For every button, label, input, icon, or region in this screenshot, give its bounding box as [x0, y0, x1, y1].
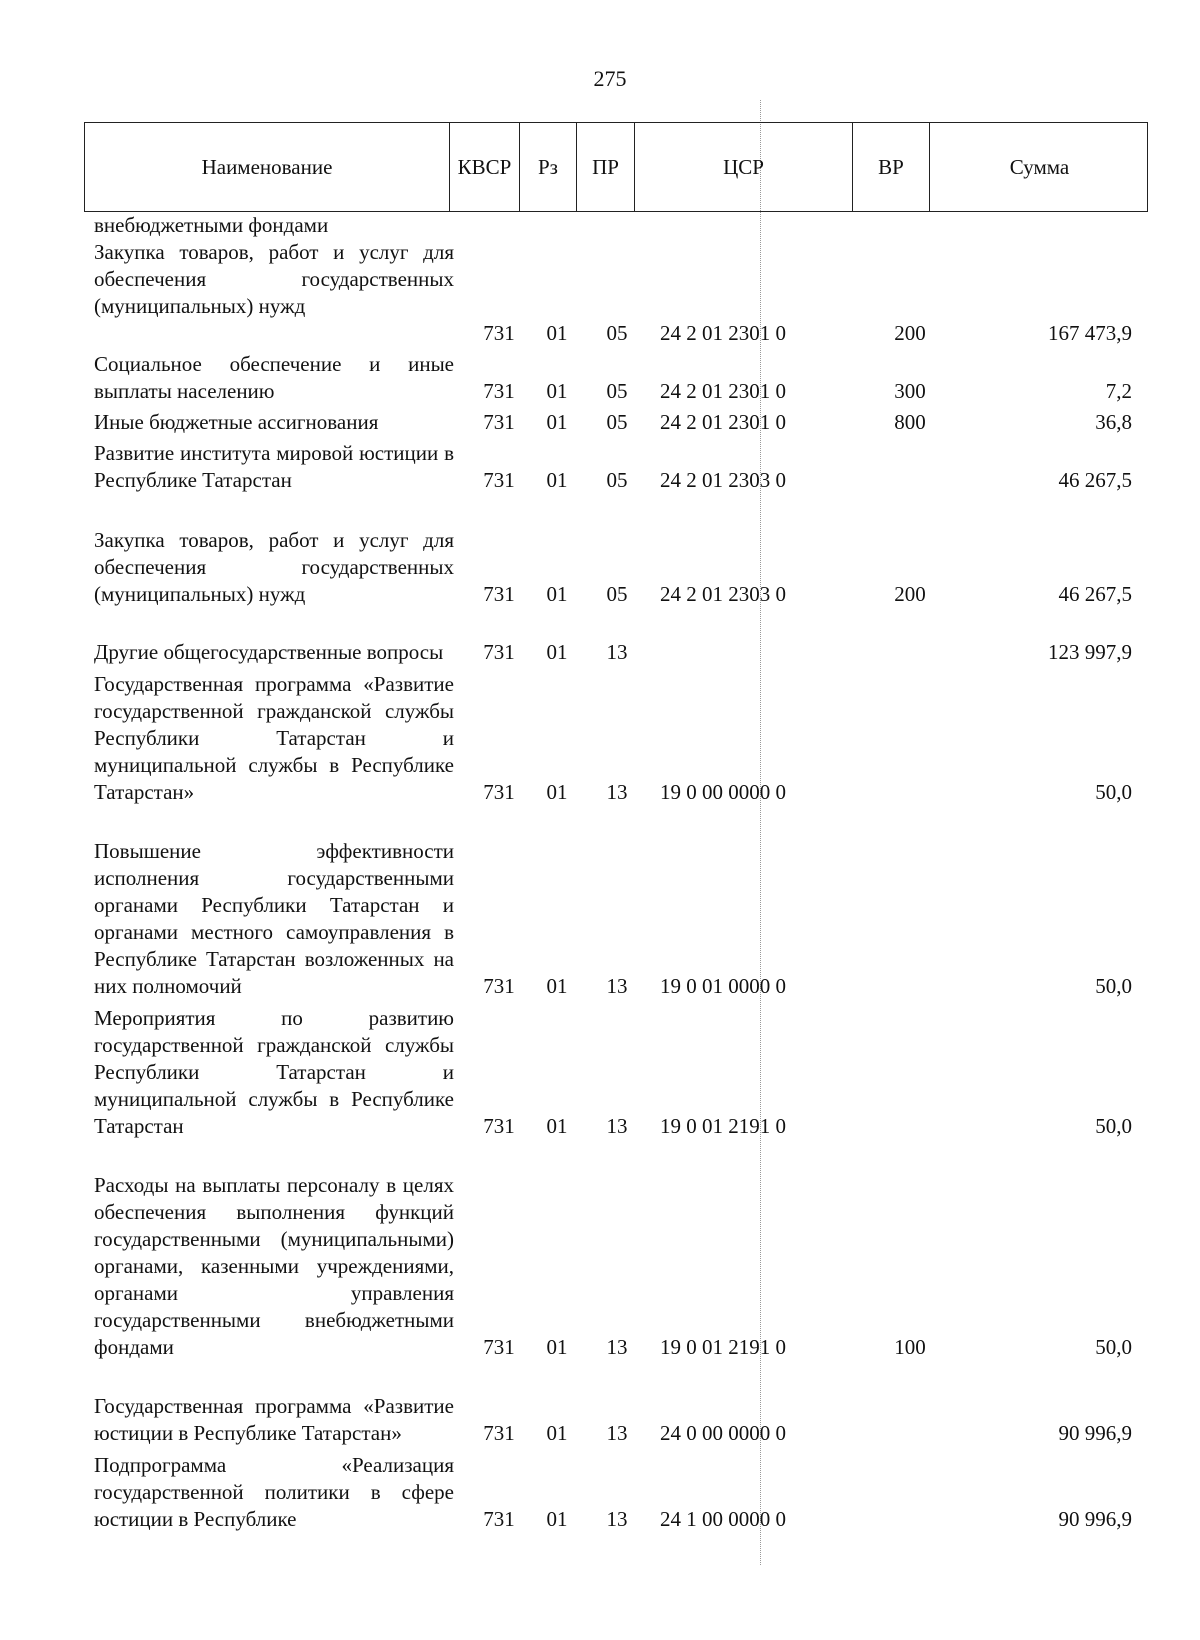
- row-name: Закупка товаров, работ и услуг для обеспечения государственных (муниципальных) нужд: [94, 528, 454, 606]
- row-rz: 01: [546, 780, 568, 804]
- row-sum: 167 473,9: [1048, 321, 1132, 345]
- row-sum: 50,0: [1095, 974, 1132, 998]
- row-pr: 13: [606, 1335, 628, 1359]
- row-vr: 200: [894, 321, 926, 345]
- header-pr: ПР: [576, 123, 634, 211]
- page-number: 275: [593, 66, 627, 91]
- table-row: [0, 1361, 1200, 1447]
- row-rz: 01: [546, 321, 568, 345]
- table-row: [0, 212, 1200, 239]
- row-rz: 01: [546, 1114, 568, 1138]
- row-rz: 01: [546, 640, 568, 664]
- row-vr: 200: [894, 582, 926, 606]
- row-name: Развитие института мировой юстиции в Республике Татарстан: [94, 441, 454, 492]
- row-name: Другие общегосударственные вопросы: [94, 640, 444, 664]
- row-rz: 01: [546, 1421, 568, 1445]
- table-row: [0, 405, 1200, 436]
- row-kvsr: 731: [483, 379, 515, 403]
- row-kvsr: 731: [483, 468, 515, 492]
- row-pr: 05: [606, 321, 628, 345]
- row-vr: 800: [894, 410, 926, 434]
- row-sum: 50,0: [1095, 1114, 1132, 1138]
- row-pr: 05: [606, 468, 628, 492]
- header-name: Наименование: [201, 154, 333, 179]
- row-sum: 90 996,9: [1058, 1421, 1132, 1445]
- row-pr: 13: [606, 780, 628, 804]
- row-name: Расходы на выплаты персоналу в целях обеспечения выполнения функций государственными (муниципальными) органами, казенными учреждениями, органами управления государственными внебюджетными фондами: [94, 1173, 454, 1359]
- row-pr: 13: [606, 1421, 628, 1445]
- row-rz: 01: [546, 1507, 568, 1531]
- row-pr: 13: [606, 1114, 628, 1138]
- table-row: [0, 666, 1200, 806]
- row-kvsr: 731: [483, 410, 515, 434]
- header-csr: ЦСР: [634, 123, 852, 211]
- header-rz: Рз: [519, 123, 576, 211]
- row-pr: 05: [606, 410, 628, 434]
- table-row: [0, 347, 1200, 405]
- row-csr: 24 2 01 2301 0: [660, 410, 786, 434]
- table-row: [0, 1000, 1200, 1140]
- row-csr: 24 2 01 2303 0: [660, 582, 786, 606]
- row-csr: 24 2 01 2303 0: [660, 468, 786, 492]
- row-kvsr: 731: [483, 1507, 515, 1531]
- row-kvsr: 731: [483, 974, 515, 998]
- row-rz: 01: [546, 974, 568, 998]
- row-kvsr: 731: [483, 780, 515, 804]
- row-csr: 19 0 01 0000 0: [660, 974, 786, 998]
- row-sum: 46 267,5: [1058, 468, 1132, 492]
- table-row: [0, 494, 1200, 608]
- row-csr: 24 2 01 2301 0: [660, 321, 786, 345]
- table-row: [0, 806, 1200, 1000]
- row-name: Мероприятия по развитию государственной гражданской службы Республики Татарстан и муниципальной службы в Республике Татарстан: [94, 1006, 454, 1138]
- row-pr: 05: [606, 582, 628, 606]
- row-name: Закупка товаров, работ и услуг для обеспечения государственных (муниципальных) нужд: [94, 240, 454, 318]
- row-pr: 13: [606, 1507, 628, 1531]
- row-sum: 50,0: [1095, 1335, 1132, 1359]
- table-header: [84, 122, 1148, 212]
- header-kvsr: КВСР: [449, 123, 519, 211]
- row-name: Повышение эффективности исполнения государственными органами Республики Татарстан и органами местного самоуправления в Республике Татарстан возложенных на них полномочий: [94, 839, 454, 998]
- row-name: внебюджетными фондами: [94, 213, 329, 237]
- row-sum: 36,8: [1095, 410, 1132, 434]
- row-kvsr: 731: [483, 582, 515, 606]
- row-name: Иные бюджетные ассигнования: [94, 410, 379, 434]
- row-pr: 05: [606, 379, 628, 403]
- row-kvsr: 731: [483, 1335, 515, 1359]
- row-pr: 13: [606, 974, 628, 998]
- header-sum: Сумма: [929, 123, 1149, 211]
- row-rz: 01: [546, 410, 568, 434]
- header-vr: ВР: [852, 123, 929, 211]
- row-kvsr: 731: [483, 1114, 515, 1138]
- row-name: Социальное обеспечение и иные выплаты населению: [94, 352, 454, 403]
- row-pr: 13: [606, 640, 628, 664]
- table-row: [0, 239, 1200, 347]
- row-vr: 100: [894, 1335, 926, 1359]
- row-kvsr: 731: [483, 321, 515, 345]
- row-rz: 01: [546, 1335, 568, 1359]
- row-csr: 24 2 01 2301 0: [660, 379, 786, 403]
- table-row: [0, 436, 1200, 494]
- table-row: [0, 1447, 1200, 1533]
- row-csr: 19 0 01 2191 0: [660, 1114, 786, 1138]
- row-sum: 50,0: [1095, 780, 1132, 804]
- row-rz: 01: [546, 582, 568, 606]
- row-kvsr: 731: [483, 640, 515, 664]
- row-csr: 24 0 00 0000 0: [660, 1421, 786, 1445]
- row-name: Подпрограмма «Реализация государственной политики в сфере юстиции в Республике: [94, 1453, 454, 1531]
- row-sum: 123 997,9: [1048, 640, 1132, 664]
- row-csr: 19 0 00 0000 0: [660, 780, 786, 804]
- row-sum: 46 267,5: [1058, 582, 1132, 606]
- row-csr: 19 0 01 2191 0: [660, 1335, 786, 1359]
- row-name: Государственная программа «Развитие государственной гражданской службы Республики Татарстан и муниципальной службы в Республике Татарстан»: [94, 672, 454, 804]
- row-sum: 90 996,9: [1058, 1507, 1132, 1531]
- table-row: [0, 608, 1200, 666]
- row-rz: 01: [546, 379, 568, 403]
- row-kvsr: 731: [483, 1421, 515, 1445]
- row-rz: 01: [546, 468, 568, 492]
- row-name: Государственная программа «Развитие юстиции в Республике Татарстан»: [94, 1394, 454, 1445]
- row-vr: 300: [894, 379, 926, 403]
- table-body: [0, 212, 1200, 1533]
- row-sum: 7,2: [1105, 379, 1132, 403]
- row-csr: 24 1 00 0000 0: [660, 1507, 786, 1531]
- table-row: [0, 1140, 1200, 1361]
